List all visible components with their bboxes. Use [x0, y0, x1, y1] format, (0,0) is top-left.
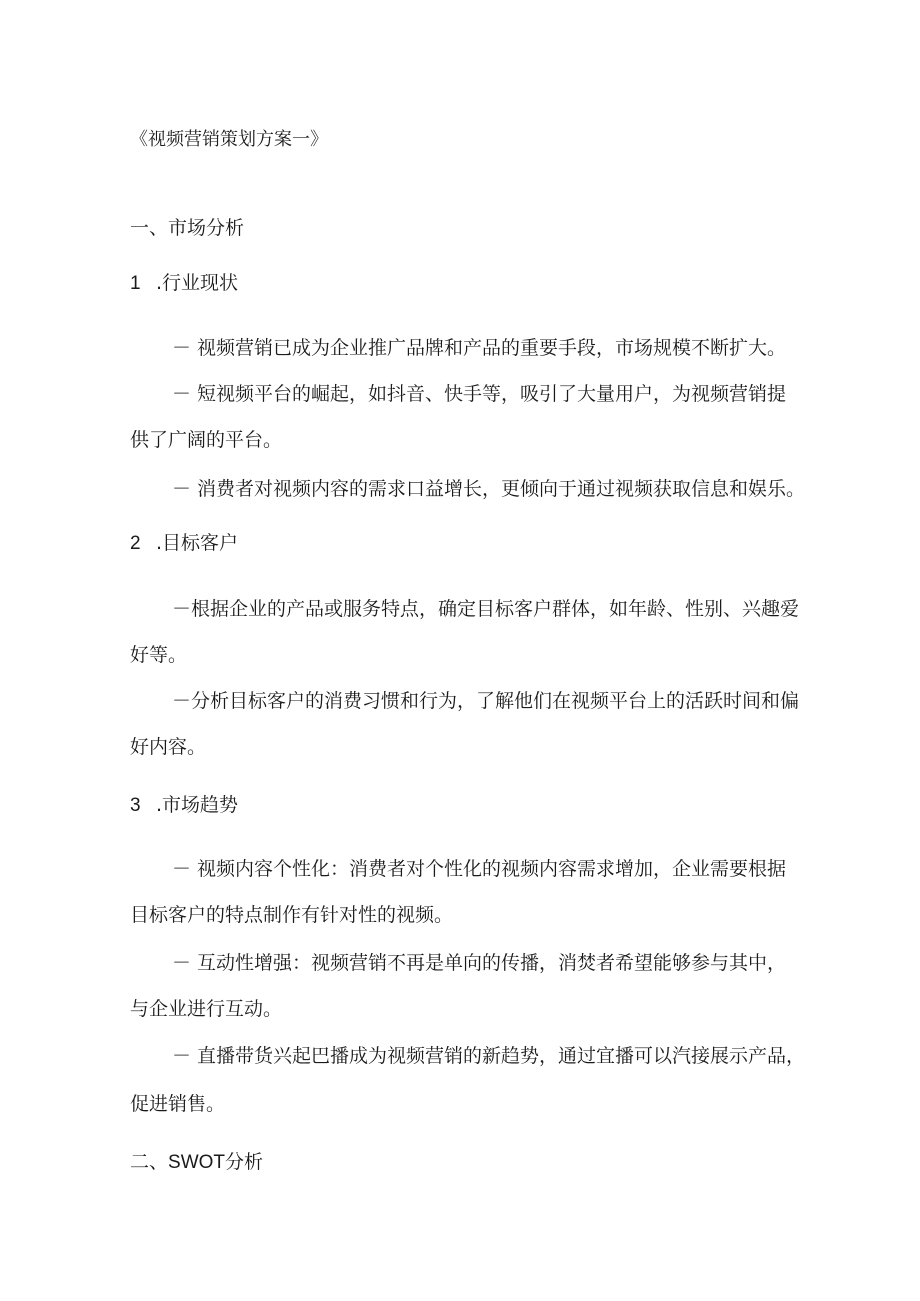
bullet-item: － 视频内容个性化：消费者对个性化的视频内容需求增加，企业需要根据 [172, 858, 787, 880]
subheading-label: .目标客户 [156, 532, 239, 554]
subheading-label: .行业现状 [156, 272, 239, 294]
bullet-continuation: 与企业进行互动。 [130, 998, 283, 1020]
subheading-industry-status [130, 271, 238, 296]
subheading-target-customers [130, 531, 238, 556]
subheading-number: 1 [130, 273, 141, 294]
subheading-number: 2 [130, 533, 141, 554]
bullet-continuation: 促进销售。 [130, 1093, 226, 1115]
document-title: 《视频营销策划方案一》 [130, 129, 328, 150]
bullet-item: － 消费者对视频内容的需求口益增长，更倾向于通过视频获取信息和娱乐。 [172, 478, 806, 500]
section-heading-swot-word: SWOT [168, 1152, 226, 1173]
bullet-continuation: 好等。 [130, 644, 188, 666]
bullet-continuation: 供了广阔的平台。 [130, 429, 283, 451]
bullet-item: － 互动性增强：视频营销不再是单向的传播，消焚者希望能够参与其中， [172, 952, 787, 974]
bullet-item: －分析目标客户的消费习惯和行为，了解他们在视频平台上的活跃时间和偏 [172, 690, 800, 712]
bullet-item: － 短视频平台的崛起，如抖音、快手等，吸引了大量用户，为视频营销提 [172, 383, 787, 405]
section-heading-prefix: 二、 [130, 1151, 169, 1173]
subheading-number: 3 [130, 795, 141, 816]
bullet-item: － 视频营销已成为企业推广品牌和产品的重要手段，市场规模不断扩大。 [172, 337, 787, 359]
bullet-continuation: 目标客户的特点制作有针对性的视频。 [130, 904, 454, 926]
subheading-market-trends [130, 793, 238, 818]
subheading-label: .市场趋势 [156, 794, 239, 816]
bullet-item: －根据企业的产品或服务特点，确定目标客户群体，如年龄、性别、兴趣爱 [172, 598, 800, 620]
bullet-continuation: 好内容。 [130, 736, 207, 758]
bullet-item: － 直播带货兴起巴播成为视频营销的新趋势，通过宜播可以汽接展示产品， [172, 1045, 806, 1067]
section-heading-swot [130, 1150, 263, 1175]
section-heading-suffix: 分析 [225, 1151, 264, 1173]
section-heading-market-analysis: 一、市场分析 [130, 217, 245, 239]
